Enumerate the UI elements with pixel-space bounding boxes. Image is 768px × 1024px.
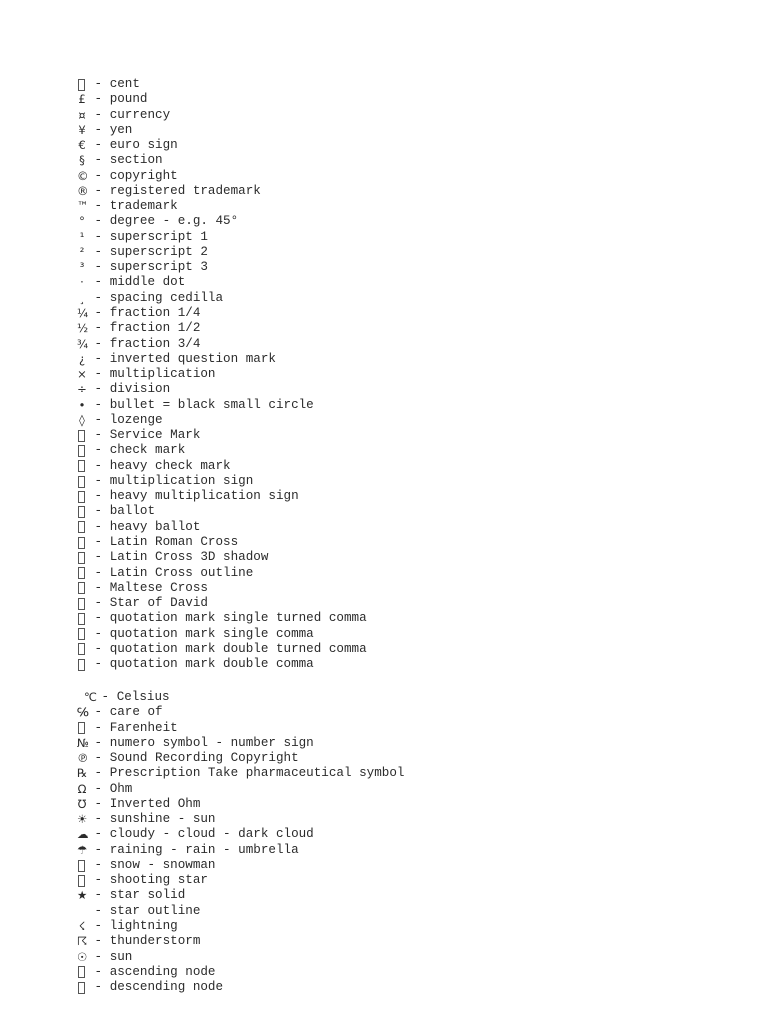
symbol-description: sunshine - sun xyxy=(109,812,216,827)
missing-glyph-icon xyxy=(78,552,85,564)
symbol-glyph: ☁ xyxy=(77,827,89,842)
separator: - xyxy=(87,428,110,443)
separator: - xyxy=(87,918,110,933)
symbol-glyph: € xyxy=(78,138,86,153)
separator: - xyxy=(87,949,110,964)
symbol-description: Farenheit xyxy=(109,720,178,735)
missing-glyph-icon xyxy=(78,567,85,579)
symbol-entry xyxy=(77,443,367,458)
symbol-description: quotation mark double turned comma xyxy=(109,641,367,656)
separator: - xyxy=(87,153,110,168)
missing-glyph-icon xyxy=(78,445,85,457)
separator: - xyxy=(87,473,110,488)
symbol-entry xyxy=(77,108,367,123)
symbol-entry xyxy=(77,138,367,153)
symbol-description: star outline xyxy=(109,903,201,918)
symbol-entry xyxy=(77,657,367,672)
symbol-description: numero symbol - number sign xyxy=(109,735,314,750)
symbol-description: degree - e.g. 45° xyxy=(109,214,239,229)
symbol-description: middle dot xyxy=(109,275,186,290)
symbol-description: lozenge xyxy=(109,412,163,427)
symbol-description: Latin Roman Cross xyxy=(109,534,239,549)
separator: - xyxy=(87,138,110,153)
symbol-entry xyxy=(77,199,367,214)
symbol-entry xyxy=(77,965,404,980)
symbol-entry xyxy=(77,721,404,736)
symbol-description: copyright xyxy=(109,168,178,183)
symbol-glyph: Ω xyxy=(77,781,87,796)
separator: - xyxy=(87,229,110,244)
separator: - xyxy=(87,77,110,91)
symbol-entry xyxy=(77,705,404,720)
symbol-description: superscript 1 xyxy=(109,229,208,244)
symbol-description: Service Mark xyxy=(109,428,201,443)
symbol-entry xyxy=(77,504,367,519)
separator: - xyxy=(87,244,110,259)
separator: - xyxy=(87,964,110,979)
symbol-description: multiplication xyxy=(109,367,216,382)
separator: - xyxy=(87,382,110,397)
separator: - xyxy=(87,351,110,366)
symbol-entry xyxy=(77,459,367,474)
separator: - xyxy=(87,336,110,351)
symbol-glyph: ℃ xyxy=(84,690,97,704)
symbol-entry xyxy=(77,169,367,184)
symbol-entry xyxy=(77,690,404,705)
symbol-description: check mark xyxy=(109,443,186,458)
separator: - xyxy=(87,92,110,107)
symbol-entry xyxy=(77,260,367,275)
symbol-glyph: • xyxy=(78,397,86,412)
symbol-entry xyxy=(77,428,367,443)
symbol-glyph: ☀ xyxy=(77,812,88,827)
separator: - xyxy=(87,550,110,565)
symbol-description: Sound Recording Copyright xyxy=(109,751,299,766)
symbol-description: fraction 1/4 xyxy=(109,305,201,320)
symbol-entry xyxy=(77,812,404,827)
separator: - xyxy=(87,657,110,672)
symbol-entry xyxy=(77,736,404,751)
symbol-glyph: ® xyxy=(77,183,89,198)
symbol-entry xyxy=(77,642,367,657)
missing-glyph-icon xyxy=(78,582,85,594)
symbol-entry xyxy=(77,214,367,229)
separator: - xyxy=(87,458,110,473)
missing-glyph-icon xyxy=(78,537,85,549)
symbol-entry xyxy=(77,751,404,766)
symbol-description: pound xyxy=(109,92,148,107)
symbol-glyph: · xyxy=(80,275,84,290)
symbol-glyph: ÷ xyxy=(77,382,87,397)
symbol-entry xyxy=(77,474,367,489)
symbol-description: star solid xyxy=(109,888,186,903)
separator: - xyxy=(87,122,110,137)
separator: - xyxy=(87,168,110,183)
symbol-glyph: ℅ xyxy=(77,705,89,720)
separator: - xyxy=(87,705,110,720)
symbol-entry xyxy=(77,184,367,199)
symbol-entry xyxy=(77,230,367,245)
symbol-glyph: ◊ xyxy=(79,412,85,427)
symbol-glyph: ¿ xyxy=(78,351,86,366)
symbol-description: Inverted Ohm xyxy=(109,796,201,811)
separator: - xyxy=(87,796,110,811)
missing-glyph-icon xyxy=(78,491,85,503)
symbol-glyph: ¾ xyxy=(77,336,89,351)
missing-glyph-icon xyxy=(78,79,85,91)
symbol-entry xyxy=(77,382,367,397)
separator: - xyxy=(87,903,110,918)
separator: - xyxy=(87,580,110,595)
missing-glyph-icon xyxy=(78,982,85,994)
symbol-description: quotation mark single turned comma xyxy=(109,611,367,626)
symbol-entry xyxy=(77,413,367,428)
separator: - xyxy=(87,305,110,320)
symbol-description: descending node xyxy=(109,980,224,995)
separator: - xyxy=(87,412,110,427)
symbol-entry xyxy=(77,843,404,858)
symbol-entry xyxy=(77,782,404,797)
separator: - xyxy=(87,107,110,122)
symbol-entry xyxy=(77,398,367,413)
symbol-description: fraction 3/4 xyxy=(109,336,201,351)
symbol-description: quotation mark single comma xyxy=(109,626,314,641)
symbol-entry xyxy=(77,950,404,965)
symbol-description: inverted question mark xyxy=(109,351,276,366)
symbol-entry xyxy=(77,520,367,535)
symbol-entry xyxy=(77,367,367,382)
separator: - xyxy=(87,596,110,611)
separator: - xyxy=(87,183,110,198)
separator: - xyxy=(87,397,110,412)
separator: - xyxy=(87,199,110,214)
symbol-description: care of xyxy=(109,705,163,720)
separator: - xyxy=(87,751,110,766)
symbol-description: fraction 1/2 xyxy=(109,321,201,336)
symbol-entry xyxy=(77,596,367,611)
symbol-description: section xyxy=(109,153,163,168)
symbol-entry xyxy=(77,245,367,260)
missing-glyph-icon xyxy=(78,659,85,671)
separator: - xyxy=(87,367,110,382)
missing-glyph-icon xyxy=(78,628,85,640)
symbol-description: registered trademark xyxy=(109,183,261,198)
missing-glyph-icon xyxy=(78,966,85,978)
symbol-glyph: ★ xyxy=(77,888,88,903)
symbol-entry xyxy=(77,858,404,873)
separator: - xyxy=(87,873,110,888)
symbol-description: multiplication sign xyxy=(109,473,254,488)
symbol-glyph: ² xyxy=(79,244,85,259)
missing-glyph-icon xyxy=(78,521,85,533)
symbol-description: raining - rain - umbrella xyxy=(109,842,299,857)
symbol-glyph: № xyxy=(77,735,89,750)
symbol-entry xyxy=(77,797,404,812)
symbol-entry xyxy=(77,888,404,903)
symbol-entry xyxy=(77,934,404,949)
missing-glyph-icon xyxy=(78,460,85,472)
symbol-description: cent xyxy=(109,77,140,91)
symbol-entry xyxy=(77,291,367,306)
symbol-glyph: ☈ xyxy=(77,934,88,949)
symbol-description: Ohm xyxy=(109,781,133,796)
symbol-description: shooting star xyxy=(109,873,208,888)
symbol-glyph: × xyxy=(77,367,87,382)
missing-glyph-icon xyxy=(78,875,85,887)
symbol-glyph: ¸ xyxy=(79,290,85,305)
symbol-description: Latin Cross outline xyxy=(109,565,254,580)
separator: - xyxy=(87,321,110,336)
symbol-description: ballot xyxy=(109,504,156,519)
symbol-glyph: ¹ xyxy=(79,229,85,244)
separator: - xyxy=(94,690,117,704)
separator: - xyxy=(87,980,110,995)
separator: - xyxy=(87,504,110,519)
symbol-entry xyxy=(77,321,367,336)
symbol-glyph: ℗ xyxy=(77,751,89,766)
symbol-glyph: ℧ xyxy=(77,796,87,811)
separator: - xyxy=(87,812,110,827)
symbol-glyph: £ xyxy=(78,92,86,107)
symbol-description: heavy ballot xyxy=(109,519,201,534)
separator: - xyxy=(87,489,110,504)
symbol-description: superscript 2 xyxy=(109,244,208,259)
symbol-glyph: § xyxy=(79,153,85,168)
symbol-glyph: ³ xyxy=(79,260,85,275)
symbol-list-misc xyxy=(77,690,404,995)
symbol-description: Star of David xyxy=(109,596,208,611)
symbol-entry xyxy=(77,153,367,168)
missing-glyph-icon xyxy=(78,506,85,518)
symbol-description: Maltese Cross xyxy=(109,580,208,595)
symbol-description: snow - snowman xyxy=(109,857,216,872)
separator: - xyxy=(87,565,110,580)
separator: - xyxy=(87,534,110,549)
symbol-entry xyxy=(77,627,367,642)
separator: - xyxy=(87,720,110,735)
separator: - xyxy=(87,519,110,534)
symbol-entry xyxy=(77,306,367,321)
symbol-entry xyxy=(77,550,367,565)
symbol-entry xyxy=(77,535,367,550)
separator: - xyxy=(87,443,110,458)
symbol-description: yen xyxy=(109,122,133,137)
separator: - xyxy=(87,275,110,290)
separator: - xyxy=(87,857,110,872)
separator: - xyxy=(87,888,110,903)
missing-glyph-icon xyxy=(78,643,85,655)
symbol-entry xyxy=(77,581,367,596)
separator: - xyxy=(87,260,110,275)
symbol-entry xyxy=(77,611,367,626)
missing-glyph-icon xyxy=(78,722,85,734)
symbol-list-main xyxy=(77,77,367,672)
symbol-entry xyxy=(77,873,404,888)
symbol-entry xyxy=(77,275,367,290)
symbol-description: currency xyxy=(109,107,171,122)
symbol-description: ascending node xyxy=(109,964,216,979)
missing-glyph-icon xyxy=(78,430,85,442)
symbol-entry xyxy=(77,489,367,504)
symbol-description: lightning xyxy=(109,918,178,933)
symbol-glyph: ☂ xyxy=(77,842,88,857)
symbol-description: trademark xyxy=(109,199,178,214)
symbol-description: superscript 3 xyxy=(109,260,208,275)
symbol-entry xyxy=(77,919,404,934)
symbol-description: cloudy - cloud - dark cloud xyxy=(109,827,314,842)
symbol-description: quotation mark double comma xyxy=(109,657,314,672)
separator: - xyxy=(87,842,110,857)
symbol-entry xyxy=(77,566,367,581)
symbol-entry xyxy=(77,904,404,919)
symbol-glyph: ¤ xyxy=(78,107,86,122)
symbol-glyph: ° xyxy=(79,214,85,229)
symbol-description: bullet = black small circle xyxy=(109,397,314,412)
separator: - xyxy=(87,781,110,796)
symbol-glyph: ☉ xyxy=(77,949,88,964)
symbol-entry xyxy=(77,77,367,92)
symbol-description: Celsius xyxy=(116,690,170,704)
symbol-entry xyxy=(77,827,404,842)
symbol-entry xyxy=(77,766,404,781)
symbol-glyph: © xyxy=(77,168,89,183)
symbol-glyph: ™ xyxy=(77,199,89,214)
symbol-glyph: ☇ xyxy=(78,918,86,933)
separator: - xyxy=(87,827,110,842)
symbol-entry xyxy=(77,980,404,995)
separator: - xyxy=(87,611,110,626)
separator: - xyxy=(87,641,110,656)
symbol-glyph: ℞ xyxy=(77,766,88,781)
symbol-entry xyxy=(77,92,367,107)
separator: - xyxy=(87,290,110,305)
symbol-entry xyxy=(77,123,367,138)
separator: - xyxy=(87,626,110,641)
symbol-description: heavy check mark xyxy=(109,458,231,473)
symbol-description: euro sign xyxy=(109,138,178,153)
separator: - xyxy=(87,214,110,229)
missing-glyph-icon xyxy=(78,860,85,872)
missing-glyph-icon xyxy=(78,598,85,610)
symbol-glyph: ¼ xyxy=(77,305,89,320)
symbol-description: division xyxy=(109,382,171,397)
separator: - xyxy=(87,735,110,750)
missing-glyph-icon xyxy=(78,613,85,625)
symbol-description: Latin Cross 3D shadow xyxy=(109,550,269,565)
symbol-entry xyxy=(77,352,367,367)
symbol-description: heavy multiplication sign xyxy=(109,489,299,504)
symbol-description: sun xyxy=(109,949,133,964)
symbol-glyph: ½ xyxy=(77,321,89,336)
separator: - xyxy=(87,934,110,949)
missing-glyph-icon xyxy=(78,476,85,488)
symbol-glyph: ¥ xyxy=(78,122,86,137)
symbol-entry xyxy=(77,337,367,352)
symbol-description: spacing cedilla xyxy=(109,290,224,305)
separator: - xyxy=(87,766,110,781)
symbol-description: thunderstorm xyxy=(109,934,201,949)
symbol-description: Prescription Take pharmaceutical symbol xyxy=(109,766,405,781)
